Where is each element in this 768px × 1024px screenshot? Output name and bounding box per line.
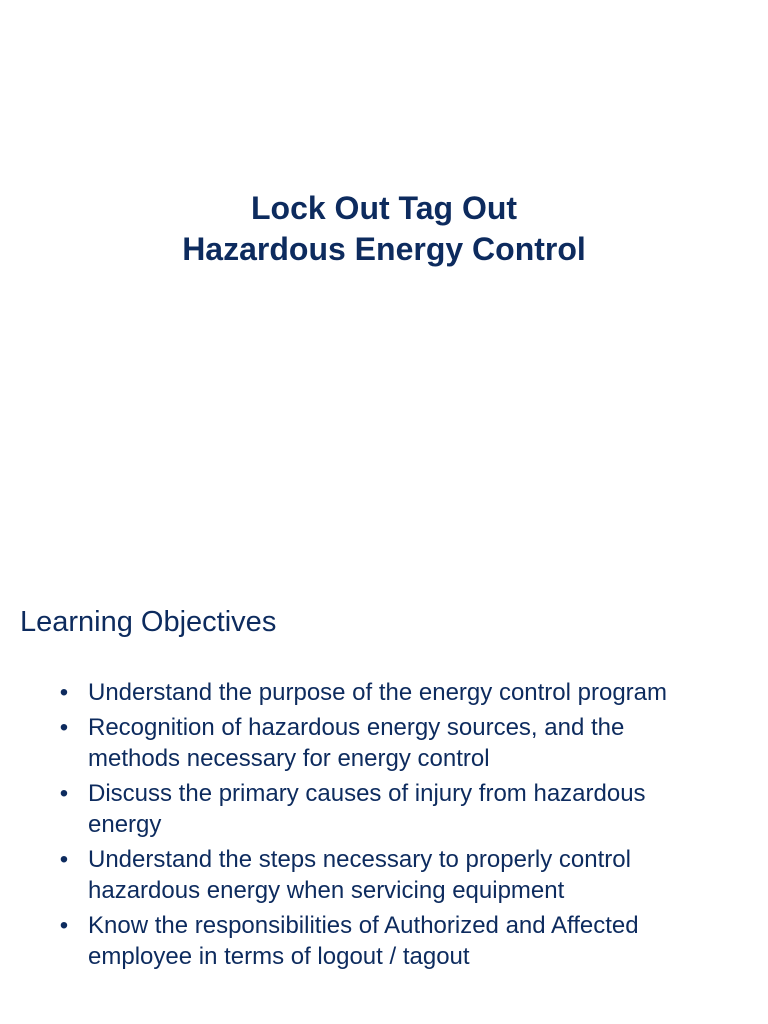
title-line-2: Hazardous Energy Control (182, 231, 586, 267)
objective-text: Understand the steps necessary to properly control hazardous energy when servicing equipment (88, 846, 631, 904)
bullet-icon: • (59, 780, 69, 807)
objective-text: Know the responsibilities of Authorized and Affected employee in terms of logout / tagout (88, 912, 639, 970)
list-item (56, 844, 696, 906)
bullet-icon: • (59, 912, 69, 939)
list-item (56, 677, 696, 708)
objective-text: Recognition of hazardous energy sources, and the methods necessary for energy control (88, 714, 625, 772)
list-item (56, 778, 696, 840)
objective-text: Discuss the primary causes of injury from hazardous energy (88, 780, 646, 838)
objective-text: Understand the purpose of the energy control program (88, 679, 668, 706)
bullet-icon: • (59, 846, 69, 873)
bullet-icon: • (59, 679, 69, 706)
list-item (56, 712, 696, 774)
objectives-list (56, 677, 696, 976)
list-item (56, 910, 696, 972)
title-line-1: Lock Out Tag Out (250, 190, 518, 226)
section-heading: Learning Objectives (20, 606, 277, 638)
bullet-icon: • (59, 714, 69, 741)
slide-title (0, 188, 768, 270)
